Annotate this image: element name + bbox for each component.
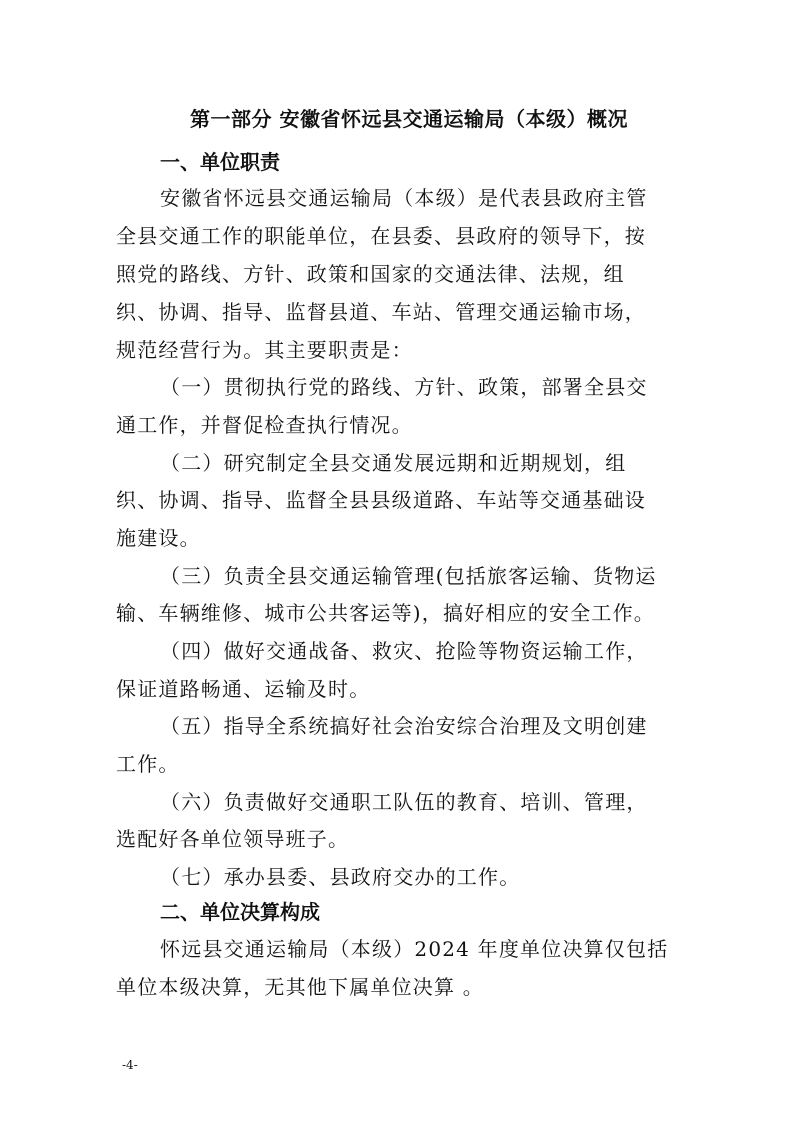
duty-item-7: （七）承办县委、县政府交办的工作。 xyxy=(160,865,521,889)
paragraph-line: 工作。 xyxy=(116,752,180,776)
section-heading-budget-composition: 二、单位决算构成 xyxy=(160,900,320,924)
paragraph-line: 通工作，并督促检查执行情况。 xyxy=(116,413,413,437)
paragraph-line: 单位本级决算，无其他下属单位决算 。 xyxy=(116,975,484,999)
paragraph-line: 全县交通工作的职能单位，在县委、县政府的领导下，按 xyxy=(116,224,646,248)
duty-item-1: （一）贯彻执行党的路线、方针、政策，部署全县交 xyxy=(160,375,648,399)
paragraph-line: 安徽省怀远县交通运输局（本级）是代表县政府主管 xyxy=(160,186,648,210)
section-heading-unit-duties: 一、单位职责 xyxy=(160,150,280,174)
paragraph-line: 照党的路线、方针、政策和国家的交通法律、法规，组 xyxy=(116,262,625,286)
paragraph-line: 织、协调、指导、监督县道、车站、管理交通运输市场， xyxy=(116,300,646,324)
paragraph-line: 怀远县交通运输局（本级）2024 年度单位决算仅包括 xyxy=(160,937,669,961)
page-number: -4- xyxy=(122,1058,138,1072)
paragraph-line: 施建设。 xyxy=(116,526,201,550)
duty-item-3: （三）负责全县交通运输管理(包括旅客运输、货物运 xyxy=(160,564,657,588)
paragraph-line: 织、协调、指导、监督全县县级道路、车站等交通基础设 xyxy=(116,488,646,512)
paragraph-line: 输、车辆维修、城市公共客运等)，搞好相应的安全工作。 xyxy=(116,601,656,625)
duty-item-4: （四）做好交通战备、救灾、抢险等物资运输工作， xyxy=(160,639,648,663)
duty-item-6: （六）负责做好交通职工队伍的教育、培训、管理， xyxy=(160,790,648,814)
paragraph-line: 规范经营行为。其主要职责是： xyxy=(116,338,413,362)
duty-item-2: （二）研究制定全县交通发展远期和近期规划，组 xyxy=(160,451,627,475)
paragraph-line: 选配好各单位领导班子。 xyxy=(116,827,350,851)
document-title: 第一部分 安徽省怀远县交通运输局（本级）概况 xyxy=(190,107,628,131)
paragraph-line: 保证道路畅通、运输及时。 xyxy=(116,677,371,701)
duty-item-5: （五）指导全系统搞好社会治安综合治理及文明创建 xyxy=(160,714,648,738)
